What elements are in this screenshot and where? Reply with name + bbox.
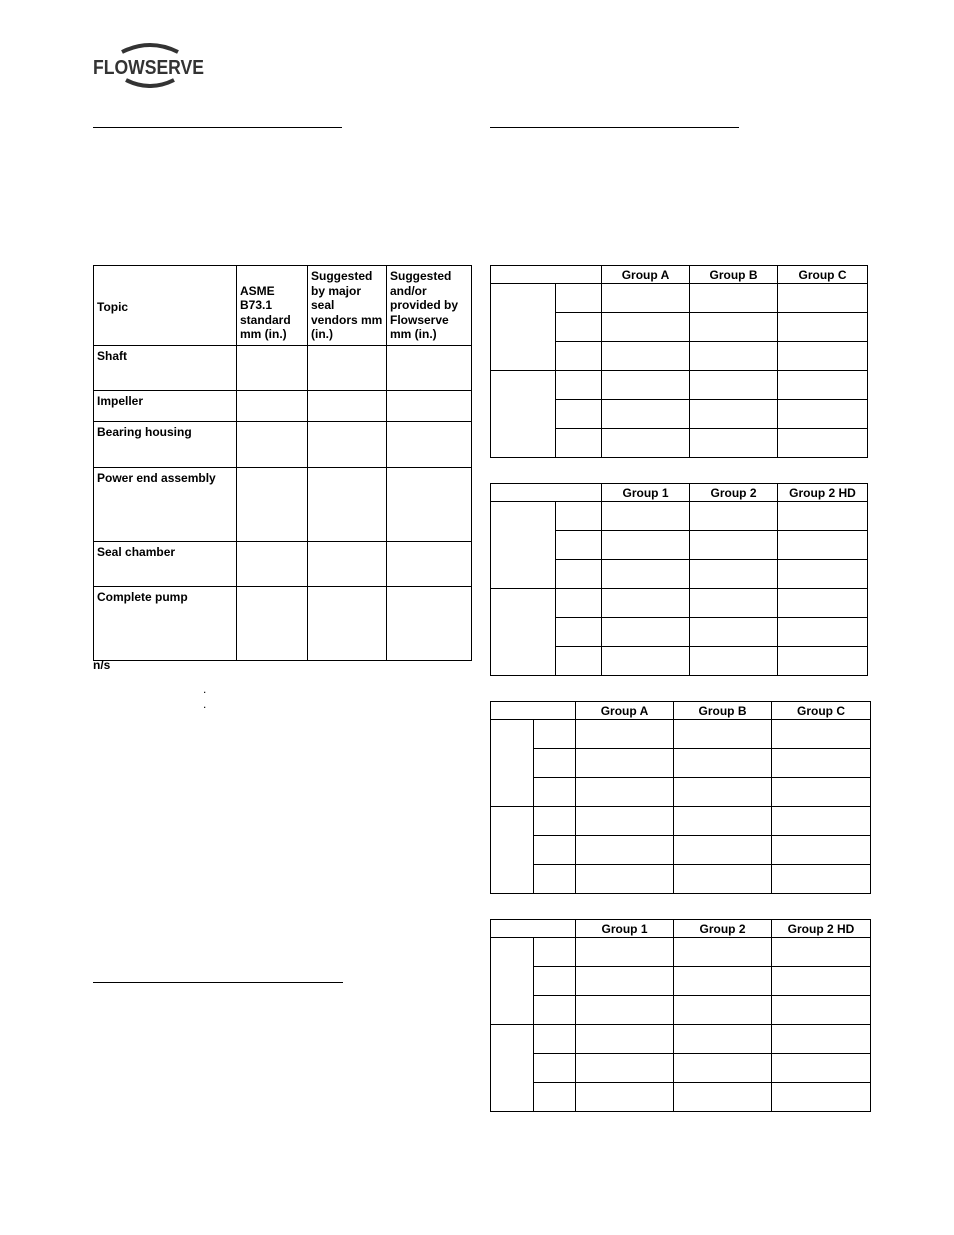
header-flowserve: Suggested and/or provided by Flowserve mm (in.) [387,266,472,346]
row-topic: Complete pump [94,586,237,660]
group-table-1 [490,265,868,458]
header-asme: ASME B73.1 standard mm (in.) [237,266,308,346]
group-table-4 [490,919,871,1112]
section-rule-left-bottom [93,982,343,983]
group-header: Group B [690,266,778,284]
group-header: Group C [778,266,868,284]
group-header: Group 2 [674,920,772,938]
group-table-2 [490,483,868,676]
group-header: Group 1 [576,920,674,938]
group-header: Group 2 [690,484,778,502]
flowserve-logo [92,40,207,88]
section-rule-left-top [93,127,342,128]
table-note: n/s [93,658,111,672]
group-table-3 [490,701,871,894]
row-topic: Shaft [94,345,237,390]
table-row [94,345,472,390]
group-header: Group A [602,266,690,284]
bullet-mark: . [203,682,207,696]
table-row [94,541,472,586]
table-row [94,467,472,541]
group-header: Group C [772,702,871,720]
section-rule-right-top [490,127,739,128]
logo-arc-top [122,45,178,52]
logo-arc-bottom [126,80,174,86]
group-header: Group 2 HD [778,484,868,502]
table-row [94,390,472,421]
group-header: Group A [576,702,674,720]
table-row [94,586,472,660]
row-topic: Seal chamber [94,541,237,586]
logo-text: FLOWSERVE [93,57,204,79]
bullet-mark: . [203,697,207,711]
group-header: Group 2 HD [772,920,871,938]
row-topic: Impeller [94,390,237,421]
runout-tolerance-table [93,265,472,661]
group-header: Group B [674,702,772,720]
header-topic: Topic [94,266,237,346]
header-vendors: Suggested by major seal vendors mm (in.) [308,266,387,346]
row-topic: Bearing housing [94,421,237,467]
row-topic: Power end assembly [94,467,237,541]
table-row [94,421,472,467]
group-header: Group 1 [602,484,690,502]
